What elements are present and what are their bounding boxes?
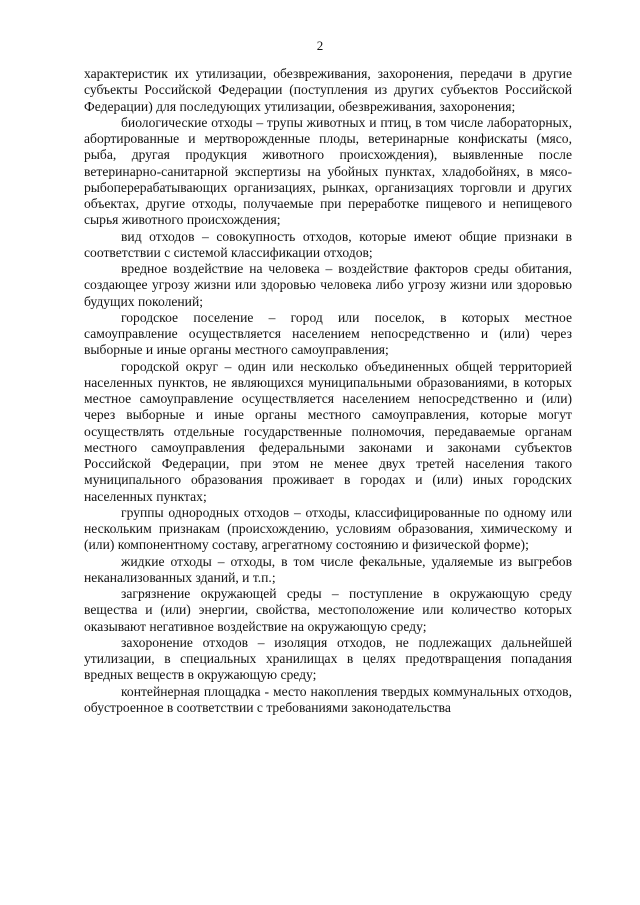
document-body (84, 66, 572, 716)
paragraph-liquid-waste: жидкие отходы – отходы, в том числе фекальные, удаляемые из выгребов неканализованных зданий, и т.п.; (84, 553, 572, 585)
page-number: 2 (316, 38, 324, 53)
paragraph-waste-type: вид отходов – совокупность отходов, которые имеют общие признаки в соответствии с системой классификации отходов; (84, 228, 572, 260)
paragraph-harmful-impact: вредное воздействие на человека – воздействие факторов среды обитания, создающее угрозу жизни или здоровью человека либо угрозу жизни или здоровью будущих поколений; (84, 261, 572, 309)
paragraph-container-site: контейнерная площадка - место накопления твердых коммунальных отходов, обустроенное в соответствии с требованиями законодательства (84, 683, 572, 715)
paragraph-waste-burial: захоронение отходов – изоляция отходов, не подлежащих дальнейшей утилизации, в специальных хранилищах в целях предотвращения попадания вредных веществ в окружающую среду; (84, 634, 572, 683)
paragraph-biological-waste: биологические отходы – трупы животных и птиц, в том числе лабораторных, абортированные и мертворожденные плоды, ветеринарные конфискаты (мясо, рыба, другая продукция животного происхождения), выявленные после ветеринарно-санитарной экспертизы на убойных пунктах, хладобойнях, в мясо-рыбоперерабатывающих организациях, рынках, организациях торговли и других объектах, другие отходы, получаемые при переработке пищевого и непищевого сырья животного происхождения; (84, 114, 572, 228)
paragraph-homogeneous-waste-groups: группы однородных отходов – отходы, классифицированные по одному или нескольким признакам (происхождению, условиям образования, химическому и (или) компонентному составу, агрегатному состоянию и физической форме); (84, 504, 572, 553)
paragraph-continuation: характеристик их утилизации, обезвреживания, захоронения, передачи в другие субъекты Российской Федерации (поступления из других субъектов Российской Федерации) для последующих утилизации, обезвреживания, захоронения; (84, 66, 572, 114)
paragraph-urban-district: городской округ – один или несколько объединенных общей территорией населенных пунктов, не являющихся муниципальными образованиями, в которых местное самоуправление осуществляется населением непосредственно и (или) через выборные и иные органы местного самоуправления, которые могут осуществлять отдельные государственные полномочия, передаваемые органам местного самоуправления федеральными законами и законами субъектов Российской Федерации, при этом не менее двух третей населения такого муниципального образования проживает в городах и (или) иных городских населенных пунктах; (84, 358, 572, 504)
paragraph-environmental-pollution: загрязнение окружающей среды – поступление в окружающую среду вещества и (или) энергии, свойства, местоположение или количество которых оказывают негативное воздействие на окружающую среду; (84, 586, 572, 634)
paragraph-urban-settlement: городское поселение – город или поселок, в которых местное самоуправление осуществляется населением непосредственно и (или) через выборные и иные органы местного самоуправления; (84, 309, 572, 358)
